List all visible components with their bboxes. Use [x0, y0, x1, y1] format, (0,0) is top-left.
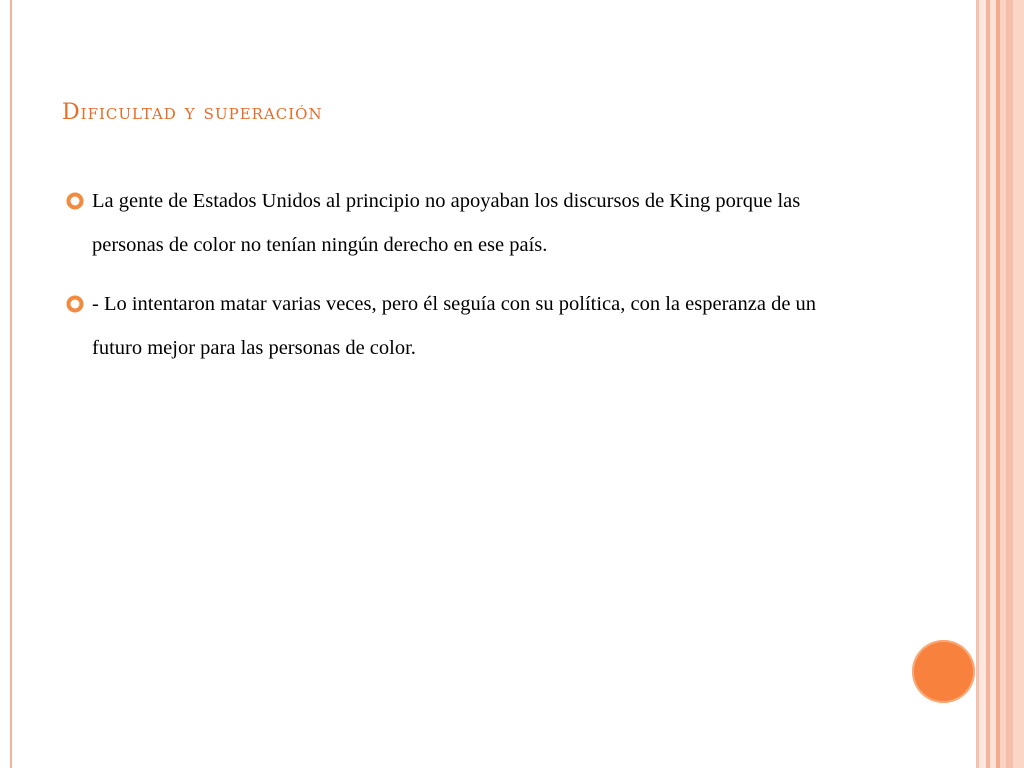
ring-bullet-icon — [66, 295, 84, 313]
right-decor-band — [1006, 0, 1013, 768]
bullet-list — [62, 182, 852, 388]
ring-bullet-icon — [66, 192, 84, 210]
bullet-item — [62, 282, 852, 370]
right-decor-band — [1013, 0, 1024, 768]
bullet-item — [62, 179, 852, 267]
bullet-text: La gente de Estados Unidos al principio no apoyaban los discursos de King porque las personas de color no tenían ningún derecho en ese país. — [92, 190, 801, 256]
slide-title: Dificultad y superación — [62, 100, 323, 125]
bullet-text: - Lo intentaron matar varias veces, pero él seguía con su política, con la esperanza de un futuro mejor para las personas de color. — [92, 293, 817, 359]
decorative-circle — [912, 640, 975, 703]
right-decor-band — [979, 0, 986, 768]
left-border-line — [10, 0, 12, 768]
